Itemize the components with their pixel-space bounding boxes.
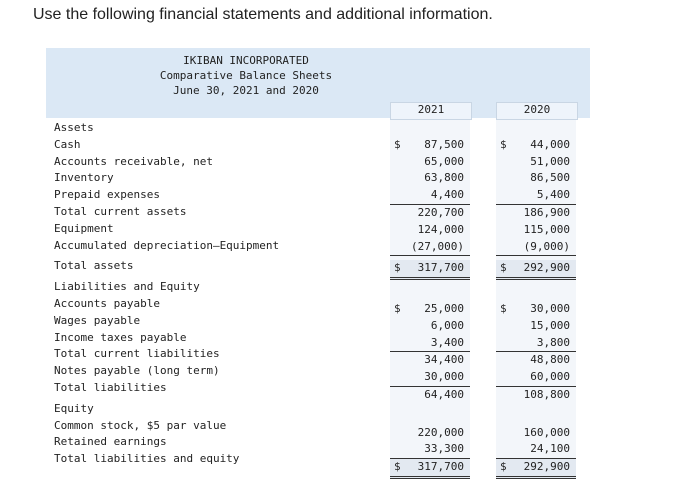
amount-cell xyxy=(390,301,470,318)
amount-value: 65,000 xyxy=(424,154,464,168)
amount-value: 6,000 xyxy=(430,318,464,332)
amount-value: 5,400 xyxy=(536,188,570,202)
amount-cell xyxy=(496,318,576,335)
row-label: Equity xyxy=(54,401,94,415)
row-label: Retained earnings xyxy=(54,435,167,449)
row-label: Total current assets xyxy=(54,204,187,218)
currency-symbol: $ xyxy=(500,261,507,275)
amount-value: 160,000 xyxy=(523,425,570,439)
amount-value: 3,800 xyxy=(536,335,570,349)
amount-cell xyxy=(390,260,470,280)
amount-value: 3,400 xyxy=(430,335,464,349)
amount-value: 33,300 xyxy=(424,442,464,456)
amount-cell xyxy=(390,205,470,222)
amount-value: 44,000 xyxy=(530,137,570,151)
amount-value: 108,800 xyxy=(523,387,570,401)
column-2021 xyxy=(390,120,470,479)
amount-cell xyxy=(496,187,576,205)
statement-date: June 30, 2021 and 2020 xyxy=(173,84,319,97)
amount-cell xyxy=(496,205,576,222)
amount-cell xyxy=(390,352,470,369)
row-label: Income taxes payable xyxy=(54,330,187,344)
amount-cell xyxy=(390,459,470,479)
amount-value: 25,000 xyxy=(424,301,464,315)
row-label: Common stock, $5 par value xyxy=(54,418,227,432)
amount-cell xyxy=(496,239,576,257)
amount-cell xyxy=(496,170,576,187)
amount-cell xyxy=(390,222,470,239)
row-label: Assets xyxy=(54,121,94,134)
amount-cell xyxy=(390,284,470,301)
currency-symbol: $ xyxy=(394,137,401,151)
amount-value: 60,000 xyxy=(530,370,570,384)
currency-symbol: $ xyxy=(394,460,401,474)
amount-cell xyxy=(496,425,576,442)
amount-cell xyxy=(496,154,576,171)
instruction-text: Use the following financial statements and additional information. xyxy=(33,6,493,23)
amount-cell xyxy=(496,120,576,137)
amount-cell xyxy=(390,408,470,425)
balance-sheet xyxy=(46,48,590,482)
amount-value: 30,000 xyxy=(424,370,464,384)
row-label: Accounts payable xyxy=(54,296,160,310)
row-label: Total current liabilities xyxy=(54,347,220,361)
row-label: Liabilities and Equity xyxy=(54,280,200,294)
amount-cell xyxy=(390,137,470,154)
amount-cell xyxy=(390,387,470,404)
amount-value: 4,400 xyxy=(430,188,464,202)
amount-value: 115,000 xyxy=(523,222,570,236)
amount-cell xyxy=(390,120,470,137)
row-label: Accounts receivable, net xyxy=(54,154,213,168)
amount-value: 292,900 xyxy=(523,261,570,275)
amount-cell xyxy=(496,137,576,154)
amount-cell xyxy=(390,187,470,205)
amount-value: 34,400 xyxy=(424,353,464,367)
row-label: Total liabilities xyxy=(54,380,167,394)
amount-value: (9,000) xyxy=(523,239,570,253)
amount-cell xyxy=(390,170,470,187)
statement-title: Comparative Balance Sheets xyxy=(159,69,333,82)
amount-value: 317,700 xyxy=(417,261,464,275)
amount-value: 86,500 xyxy=(530,171,570,185)
amount-cell xyxy=(390,154,470,171)
row-labels xyxy=(54,120,279,468)
column-header-2020: 2020 xyxy=(496,102,578,120)
row-label: Total liabilities and equity xyxy=(54,452,240,466)
amount-cell xyxy=(496,459,576,479)
amount-cell xyxy=(390,425,470,442)
amount-value: 87,500 xyxy=(424,137,464,151)
amount-cell xyxy=(496,369,576,387)
amount-value: 124,000 xyxy=(417,222,464,236)
amount-cell xyxy=(496,222,576,239)
row-label: Cash xyxy=(54,137,81,151)
amount-cell xyxy=(496,408,576,425)
amount-cell xyxy=(390,441,470,459)
amount-value: 186,900 xyxy=(523,205,570,219)
currency-symbol: $ xyxy=(500,137,507,151)
currency-symbol: $ xyxy=(394,261,401,275)
amount-value: 51,000 xyxy=(530,154,570,168)
amount-value: 220,700 xyxy=(417,205,464,219)
amount-cell xyxy=(390,239,470,257)
currency-symbol: $ xyxy=(500,301,507,315)
amount-value: 292,900 xyxy=(523,460,570,474)
row-label: Prepaid expenses xyxy=(54,188,160,202)
amount-value: 15,000 xyxy=(530,318,570,332)
amount-cell xyxy=(496,335,576,353)
amount-value: 220,000 xyxy=(417,425,464,439)
row-label: Notes payable (long term) xyxy=(54,364,220,378)
column-header-2021: 2021 xyxy=(390,102,472,120)
amount-cell xyxy=(390,335,470,353)
amount-value: 64,400 xyxy=(424,387,464,401)
row-label: Total assets xyxy=(54,259,134,273)
amount-value: 30,000 xyxy=(530,301,570,315)
amount-cell xyxy=(496,284,576,301)
amount-cell xyxy=(496,352,576,369)
amount-cell xyxy=(496,260,576,280)
amount-value: 317,700 xyxy=(417,460,464,474)
amount-value: (27,000) xyxy=(411,239,464,253)
row-label: Wages payable xyxy=(54,313,141,327)
row-label: Accumulated depreciation—Equipment xyxy=(54,238,280,252)
column-2020 xyxy=(496,120,576,479)
amount-cell xyxy=(496,387,576,404)
currency-symbol: $ xyxy=(500,460,507,474)
amount-value: 24,100 xyxy=(530,442,570,456)
amount-cell xyxy=(390,369,470,387)
amount-cell xyxy=(390,318,470,335)
row-label: Equipment xyxy=(54,221,114,235)
currency-symbol: $ xyxy=(394,301,401,315)
amount-cell xyxy=(496,441,576,459)
amount-value: 48,800 xyxy=(530,353,570,367)
amount-value: 63,800 xyxy=(424,171,464,185)
company-name: IKIBAN INCORPORATED xyxy=(183,54,309,67)
row-label: Inventory xyxy=(54,171,114,185)
amount-cell xyxy=(496,301,576,318)
